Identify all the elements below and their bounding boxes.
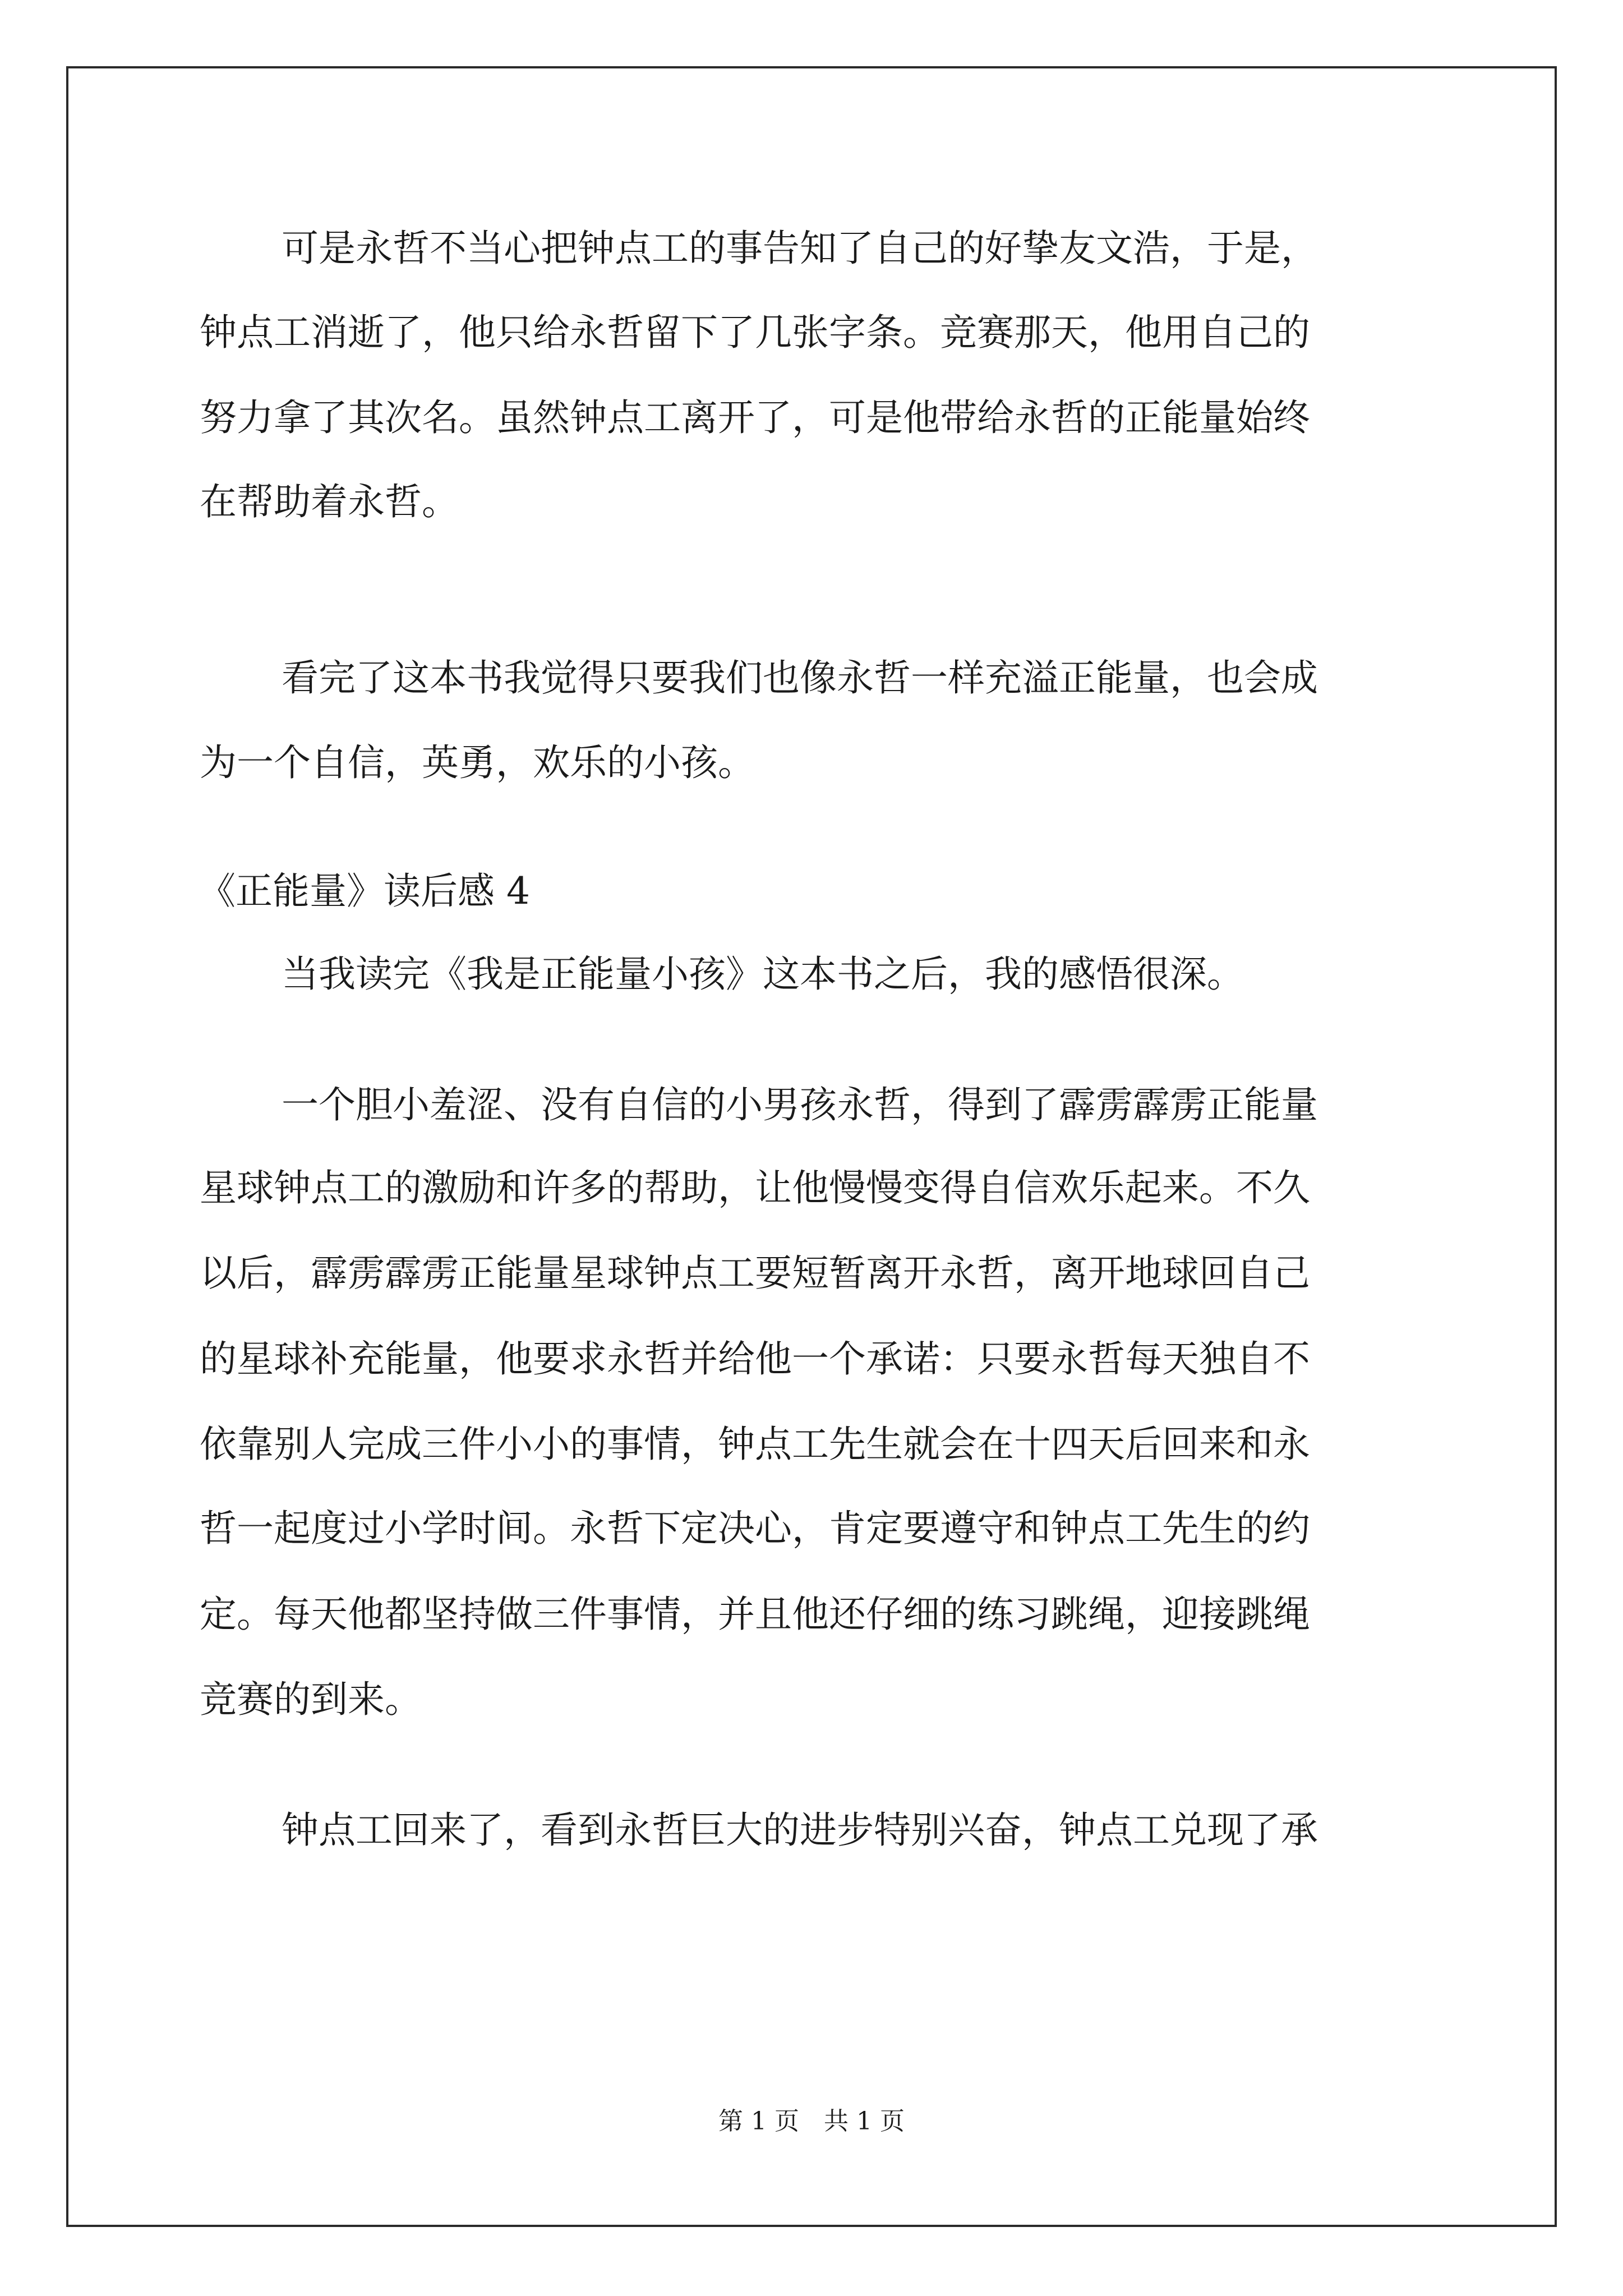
- paragraph-line: 在帮助着永哲。: [200, 480, 459, 523]
- paragraph-line: 定。每天他都坚持做三件事情，并且他还仔细的练习跳绳，迎接跳绳: [200, 1593, 1310, 1636]
- paragraph-line: 哲一起度过小学时间。永哲下定决心，肯定要遵守和钟点工先生的约: [200, 1507, 1310, 1550]
- paragraph-line: 星球钟点工的激励和许多的帮助，让他慢慢变得自信欢乐起来。不久: [200, 1166, 1310, 1209]
- page-number: 第 1 页 共 1 页: [718, 2107, 905, 2136]
- paragraph-line: 看完了这本书我觉得只要我们也像永哲一样充溢正能量，也会成: [282, 656, 1318, 700]
- paragraph-line: 的星球补充能量，他要求永哲并给他一个承诺：只要永哲每天独自不: [200, 1337, 1310, 1381]
- paragraph-line: 以后，霹雳霹雳正能量星球钟点工要短暂离开永哲，离开地球回自己: [200, 1251, 1310, 1295]
- paragraph-line: 竞赛的到来。: [200, 1678, 422, 1721]
- paragraph-line: 为一个自信，英勇，欢乐的小孩。: [200, 741, 755, 784]
- page-border: [66, 66, 1557, 2227]
- section-heading: 《正能量》读后感 4: [199, 869, 530, 913]
- paragraph-line: 可是永哲不当心把钟点工的事告知了自己的好挚友文浩，于是，: [282, 227, 1318, 270]
- paragraph-line: 努力拿了其次名。虽然钟点工离开了，可是他带给永哲的正能量始终: [200, 396, 1310, 439]
- paragraph-line: 钟点工回来了，看到永哲巨大的进步特别兴奋，钟点工兑现了承: [282, 1809, 1318, 1852]
- paragraph-line: 当我读完《我是正能量小孩》这本书之后，我的感悟很深。: [282, 953, 1244, 996]
- paragraph-line: 依靠别人完成三件小小的事情，钟点工先生就会在十四天后回来和永: [200, 1423, 1310, 1466]
- paragraph-line: 一个胆小羞涩、没有自信的小男孩永哲，得到了霹雳霹雳正能量: [282, 1083, 1318, 1126]
- paragraph-line: 钟点工消逝了，他只给永哲留下了几张字条。竞赛那天，他用自己的: [200, 311, 1310, 354]
